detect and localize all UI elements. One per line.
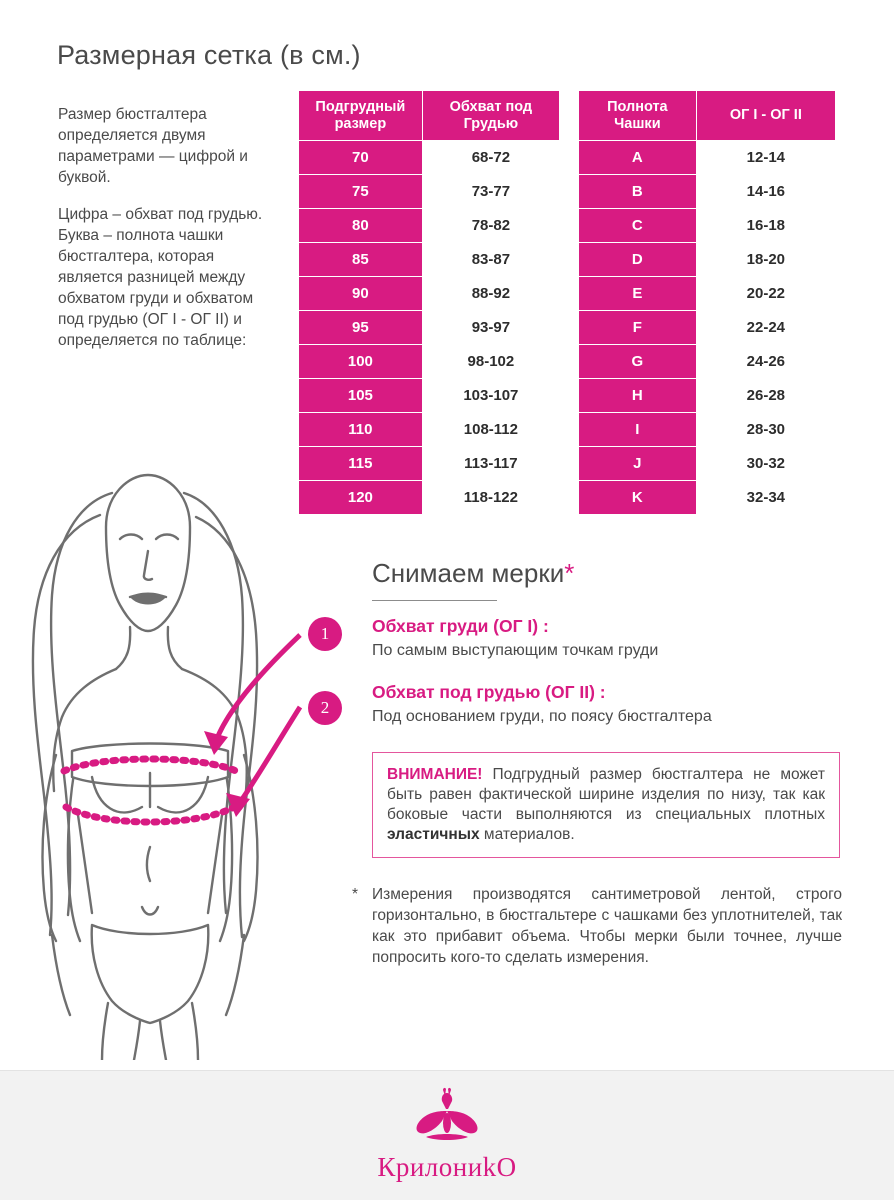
underbust-measure-dashed-line — [66, 807, 234, 822]
table-row — [579, 481, 836, 515]
table-row — [579, 345, 836, 379]
table-cup-header-0: Полнота Чашки — [579, 91, 697, 141]
band-range-value: 98-102 — [422, 345, 559, 379]
band-size-value: 110 — [299, 413, 423, 447]
butterfly-woman-icon — [412, 1087, 482, 1145]
band-size-value: 80 — [299, 209, 423, 243]
warning-text-after: материалов. — [479, 826, 575, 843]
table-row — [579, 277, 836, 311]
table-row — [299, 413, 560, 447]
band-range-value: 73-77 — [422, 175, 559, 209]
cup-range-value: 30-32 — [696, 447, 835, 481]
intro-paragraph-2: Цифра – обхват под грудью. Буква – полнота чашки бюстгалтера, которая является разницей между обхватом груди и обхватом под грудью (ОГ I - ОГ II) и определяется по таблице: — [58, 206, 263, 349]
band-size-value: 95 — [299, 311, 423, 345]
table-row — [579, 175, 836, 209]
cup-range-value: 28-30 — [696, 413, 835, 447]
table-row — [299, 345, 560, 379]
band-range-value: 78-82 — [422, 209, 559, 243]
band-range-value: 118-122 — [422, 481, 559, 515]
table-row — [299, 209, 560, 243]
band-size-value: 70 — [299, 141, 423, 175]
cup-letter-value: C — [579, 209, 697, 243]
table-row — [299, 311, 560, 345]
table-cup-header-1: ОГ I - ОГ II — [696, 91, 835, 141]
band-size-value: 105 — [299, 379, 423, 413]
cup-letter-value: E — [579, 277, 697, 311]
table-row — [579, 243, 836, 277]
measurements-heading-text: Снимаем мерки — [372, 558, 565, 588]
cup-letter-value: A — [579, 141, 697, 175]
brand-name: КрилониkО — [377, 1152, 517, 1182]
cup-range-value: 18-20 — [696, 243, 835, 277]
cup-letter-value: I — [579, 413, 697, 447]
band-size-value: 115 — [299, 447, 423, 481]
cup-letter-value: F — [579, 311, 697, 345]
table-row — [579, 379, 836, 413]
table-row — [579, 447, 836, 481]
cup-range-value: 26-28 — [696, 379, 835, 413]
cup-range-value: 24-26 — [696, 345, 835, 379]
measurement-item-1 — [372, 616, 852, 660]
warning-box — [372, 752, 840, 858]
intro-text — [58, 104, 283, 367]
measurement-title-2: Обхват под грудью (ОГ II) : — [372, 682, 606, 702]
page-footer — [0, 1070, 894, 1200]
cup-range-value: 22-24 — [696, 311, 835, 345]
brand-logo — [0, 1087, 894, 1183]
cup-letter-value: K — [579, 481, 697, 515]
table-row — [299, 141, 560, 175]
warning-label: ВНИМАНИЕ! — [387, 766, 483, 783]
measurement-text-1: По самым выступающим точкам груди — [372, 642, 659, 659]
band-range-value: 68-72 — [422, 141, 559, 175]
measurements-heading — [372, 558, 574, 589]
table-row — [579, 311, 836, 345]
warning-text-before: Подгрудный размер бюстгалтера не может быть равен фактической ширине изделия по низу, так как боковые части выполняются из специальных плотных — [387, 766, 825, 823]
band-range-value: 108-112 — [422, 413, 559, 447]
table-row — [299, 243, 560, 277]
table-cup-size — [578, 90, 836, 515]
measurement-item-2 — [372, 682, 852, 726]
band-size-value: 120 — [299, 481, 423, 515]
table-header-row — [579, 91, 836, 141]
band-range-value: 88-92 — [422, 277, 559, 311]
cup-range-value: 32-34 — [696, 481, 835, 515]
page-title: Размерная сетка (в см.) — [57, 40, 361, 70]
measurements-divider — [372, 600, 497, 601]
band-size-value: 100 — [299, 345, 423, 379]
table-band-header-1: Обхват под Грудью — [422, 91, 559, 141]
intro-paragraph-1: Размер бюстгалтера определяется двумя параметрами — цифрой и буквой. — [58, 106, 248, 186]
cup-range-value: 16-18 — [696, 209, 835, 243]
cup-letter-value: H — [579, 379, 697, 413]
cup-letter-value: G — [579, 345, 697, 379]
callout-marker-1: 1 — [308, 617, 342, 651]
cup-range-value: 12-14 — [696, 141, 835, 175]
measurements-heading-asterisk: * — [564, 558, 575, 588]
band-size-value: 90 — [299, 277, 423, 311]
band-range-value: 103-107 — [422, 379, 559, 413]
table-row — [579, 413, 836, 447]
table-row — [299, 277, 560, 311]
table-header-row — [299, 91, 560, 141]
band-size-value: 75 — [299, 175, 423, 209]
band-range-value: 93-97 — [422, 311, 559, 345]
table-row — [579, 141, 836, 175]
measurement-title-1: Обхват груди (ОГ I) : — [372, 616, 549, 636]
footnote — [352, 884, 842, 968]
cup-letter-value: J — [579, 447, 697, 481]
table-band-header-0: Подгрудный размер — [299, 91, 423, 141]
measurement-text-2: Под основанием груди, по поясу бюстгалтера — [372, 708, 712, 725]
cup-letter-value: B — [579, 175, 697, 209]
table-band-size — [298, 90, 560, 515]
cup-letter-value: D — [579, 243, 697, 277]
table-row — [299, 379, 560, 413]
band-size-value: 85 — [299, 243, 423, 277]
callout-marker-2: 2 — [308, 691, 342, 725]
cup-range-value: 14-16 — [696, 175, 835, 209]
cup-range-value: 20-22 — [696, 277, 835, 311]
band-range-value: 113-117 — [422, 447, 559, 481]
table-row — [299, 175, 560, 209]
footnote-text: Измерения производятся сантиметровой лентой, строго горизонтально, в бюстгальтере с чашками без уплотнителей, так как это прибавит объема. Чтобы мерки были точнее, лучше попросить кого-то сделать измерения. — [372, 886, 842, 966]
footnote-marker: * — [352, 886, 359, 903]
band-range-value: 83-87 — [422, 243, 559, 277]
body-figure-illustration — [0, 455, 360, 1060]
warning-bold-word: эластичных — [387, 826, 480, 843]
table-row — [579, 209, 836, 243]
